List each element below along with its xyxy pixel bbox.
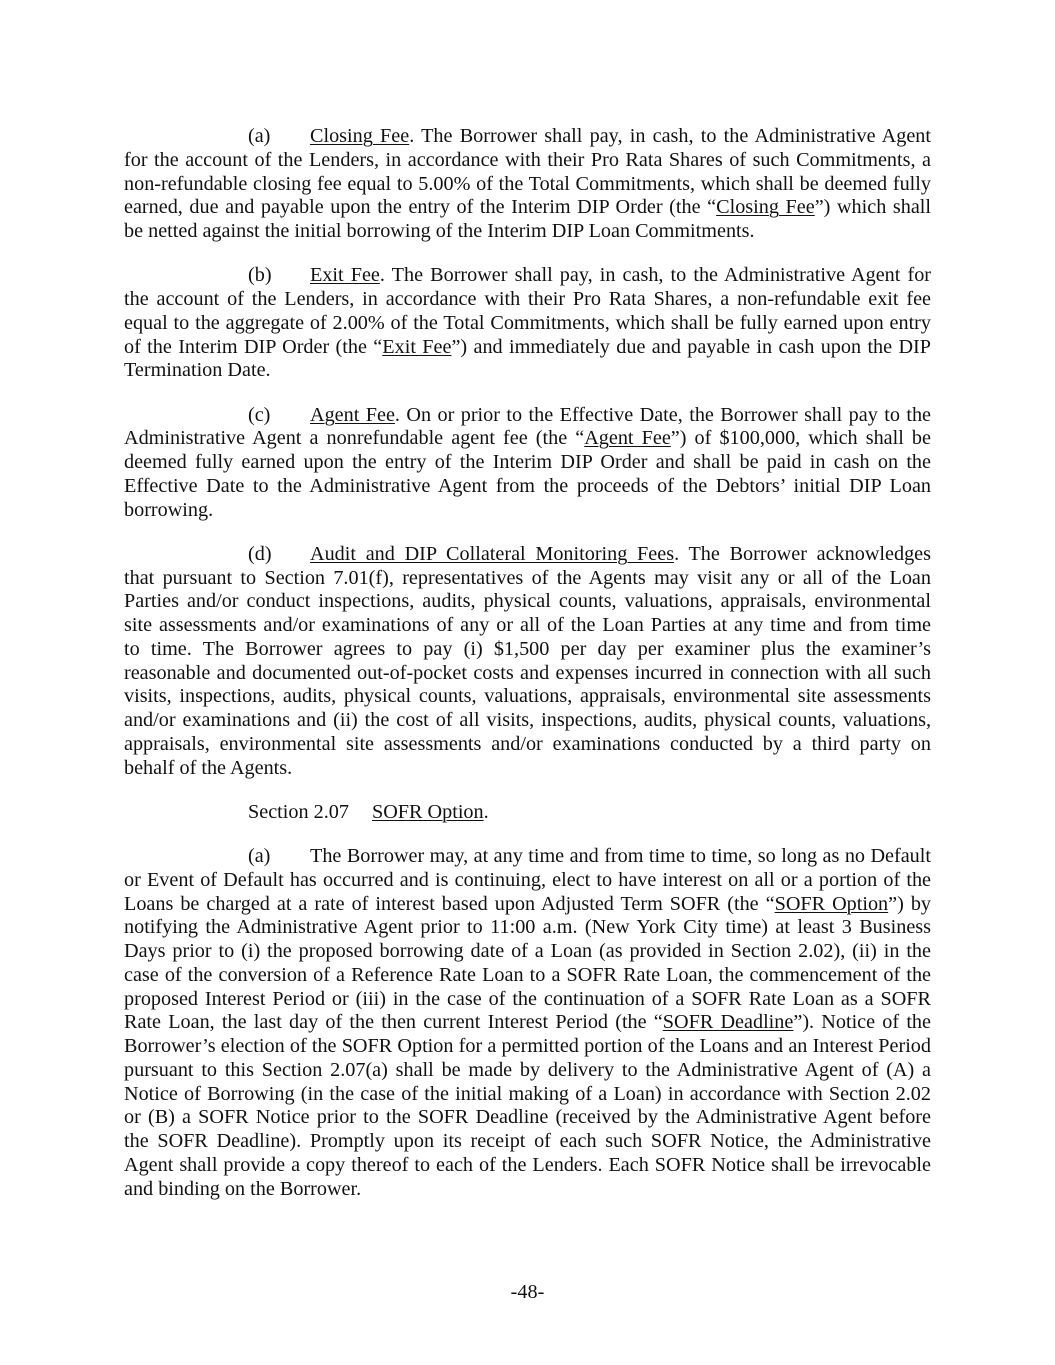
- text-line: equal to the aggregate of 2.00% of the Total Commitments, which shall be fully earned upon entry: [124, 311, 931, 334]
- text-line: Agent shall provide a copy thereof to each of the Lenders. Each SOFR Notice shall be irrevocable: [124, 1153, 931, 1176]
- text-line: the account of the Lenders, in accordance with their Pro Rata Shares, a non-refundable exit fee: [124, 288, 931, 310]
- defined-term: SOFR Deadline: [662, 1011, 794, 1034]
- defined-term: Audit and DIP Collateral Monitoring Fees: [310, 542, 675, 565]
- section-number: Section 2.07: [248, 800, 349, 823]
- text-line: notifying the Administrative Agent prior to 11:00 a.m. (New York City time) at least 3 Business: [124, 916, 931, 939]
- text-line: appraisals, environmental site assessments and/or examinations conducted by a third party on: [124, 732, 931, 755]
- text-line: behalf of the Agents.: [124, 756, 293, 779]
- paragraph: [124, 404, 931, 523]
- document-body: [124, 125, 931, 1222]
- text-line: and/or examinations and (ii) the cost of all visits, inspections, audits, physical counts, valuations,: [124, 709, 931, 731]
- defined-term: SOFR Option: [774, 892, 889, 915]
- text-line: to time. The Borrower agrees to pay (i) $1,500 per day per examiner plus the examiner’s: [124, 637, 931, 660]
- defined-term: Closing Fee: [310, 125, 410, 147]
- defined-term: Agent Fee: [310, 403, 395, 426]
- page-number: -48-: [510, 1281, 545, 1303]
- text-line: Administrative Agent a nonrefundable agent fee (the “Agent Fee”) of $100,000, which shall be: [124, 427, 931, 450]
- text-line: borrowing.: [124, 498, 214, 521]
- text-line: proposed Interest Period or (iii) in the case of the continuation of a SOFR Rate Loan as a SOFR: [124, 987, 931, 1010]
- text-line: or Event of Default has occurred and is continuing, elect to have interest on all or a portion of the: [124, 868, 931, 891]
- defined-term: Exit Fee: [310, 264, 380, 287]
- text-line: (c) Agent Fee. On or prior to the Effective Date, the Borrower shall pay to the: [248, 403, 932, 426]
- section-heading: [124, 801, 931, 825]
- text-line: site assessments and/or examinations of any or all of the Loan Parties at any time and from time: [124, 614, 931, 636]
- text-line: Rate Loan, the last day of the then current Interest Period (the “SOFR Deadline”). Notice of the: [124, 1011, 931, 1034]
- text-line: Days prior to (i) the proposed borrowing date of a Loan (as provided in Section 2.02), (ii) in the: [124, 940, 931, 962]
- paragraph: [124, 543, 931, 781]
- text-line: Borrower’s election of the SOFR Option for a permitted portion of the Loans and an Interest Period: [124, 1035, 931, 1057]
- text-line: earned, due and payable upon the entry of the Interim DIP Order (the “Closing Fee”) which shall: [124, 196, 932, 219]
- paragraph: [124, 264, 931, 383]
- paragraph: [124, 125, 931, 244]
- text-line: Effective Date to the Administrative Agent from the proceeds of the Debtors’ initial DIP Loan: [124, 474, 931, 497]
- defined-term: Agent Fee: [584, 427, 671, 450]
- text-line: (d) Audit and DIP Collateral Monitoring Fees. The Borrower acknowledges: [248, 542, 931, 565]
- text-line: case of the conversion of a Reference Rate Loan to a SOFR Rate Loan, the commencement of the: [124, 963, 931, 986]
- text-line: deemed fully earned upon the entry of the Interim DIP Order and shall be paid in cash on the: [124, 451, 931, 473]
- paragraph-number: (a): [248, 125, 271, 147]
- text-line: non-refundable closing fee equal to 5.00% of the Total Commitments, which shall be deemed fully: [124, 172, 931, 195]
- text-line: Notice of Borrowing (in the case of the initial making of a Loan) in accordance with Section 2.02: [124, 1082, 931, 1105]
- text-line: visits, inspections, audits, physical counts, valuations, appraisals, environmental site assessments: [124, 685, 931, 708]
- text-line: reasonable and documented out-of-pocket costs and expenses incurred in connection with all such: [124, 661, 931, 684]
- text-line: (b) Exit Fee. The Borrower shall pay, in cash, to the Administrative Agent for: [248, 264, 932, 287]
- text-line: Parties and/or conduct inspections, audits, physical counts, valuations, appraisals, environmental: [124, 590, 931, 613]
- text-line: (a) Closing Fee. The Borrower shall pay, in cash, to the Administrative Agent: [248, 125, 931, 147]
- text-line: of the Interim DIP Order (the “Exit Fee”) and immediately due and payable in cash upon the DIP: [124, 335, 931, 358]
- text-line: Loans be charged at a rate of interest based upon Adjusted Term SOFR (the “SOFR Option”) by: [124, 892, 932, 915]
- defined-term: Closing Fee: [716, 196, 815, 219]
- text-line: Termination Date.: [124, 359, 271, 382]
- defined-term: Exit Fee: [382, 335, 452, 358]
- paragraph-number: (a): [248, 845, 271, 867]
- paragraph: [124, 845, 931, 1201]
- text-line: that pursuant to Section 7.01(f), representatives of the Agents may visit any or all of the Loan: [124, 566, 931, 589]
- defined-term: SOFR Option: [372, 800, 484, 823]
- paragraph-number: (b): [248, 264, 272, 287]
- text-line: (a) The Borrower may, at any time and from time to time, so long as no Default: [248, 845, 931, 867]
- text-line: for the account of the Lenders, in accordance with their Pro Rata Shares of such Commitments, a: [124, 148, 931, 171]
- text-line: the SOFR Deadline). Promptly upon its receipt of each such SOFR Notice, the Administrative: [124, 1130, 931, 1152]
- paragraph-number: (d): [248, 542, 272, 565]
- text-line: be netted against the initial borrowing of the Interim DIP Loan Commitments.: [124, 220, 755, 242]
- paragraph-number: (c): [248, 403, 271, 426]
- text-line: and binding on the Borrower.: [124, 1177, 362, 1200]
- text-line: Section 2.07 SOFR Option.: [248, 800, 489, 823]
- text-line: or (B) a SOFR Notice prior to the SOFR Deadline (received by the Administrative Agent before: [124, 1106, 931, 1129]
- text-line: pursuant to this Section 2.07(a) shall be made by delivery to the Administrative Agent of (A) a: [124, 1058, 931, 1081]
